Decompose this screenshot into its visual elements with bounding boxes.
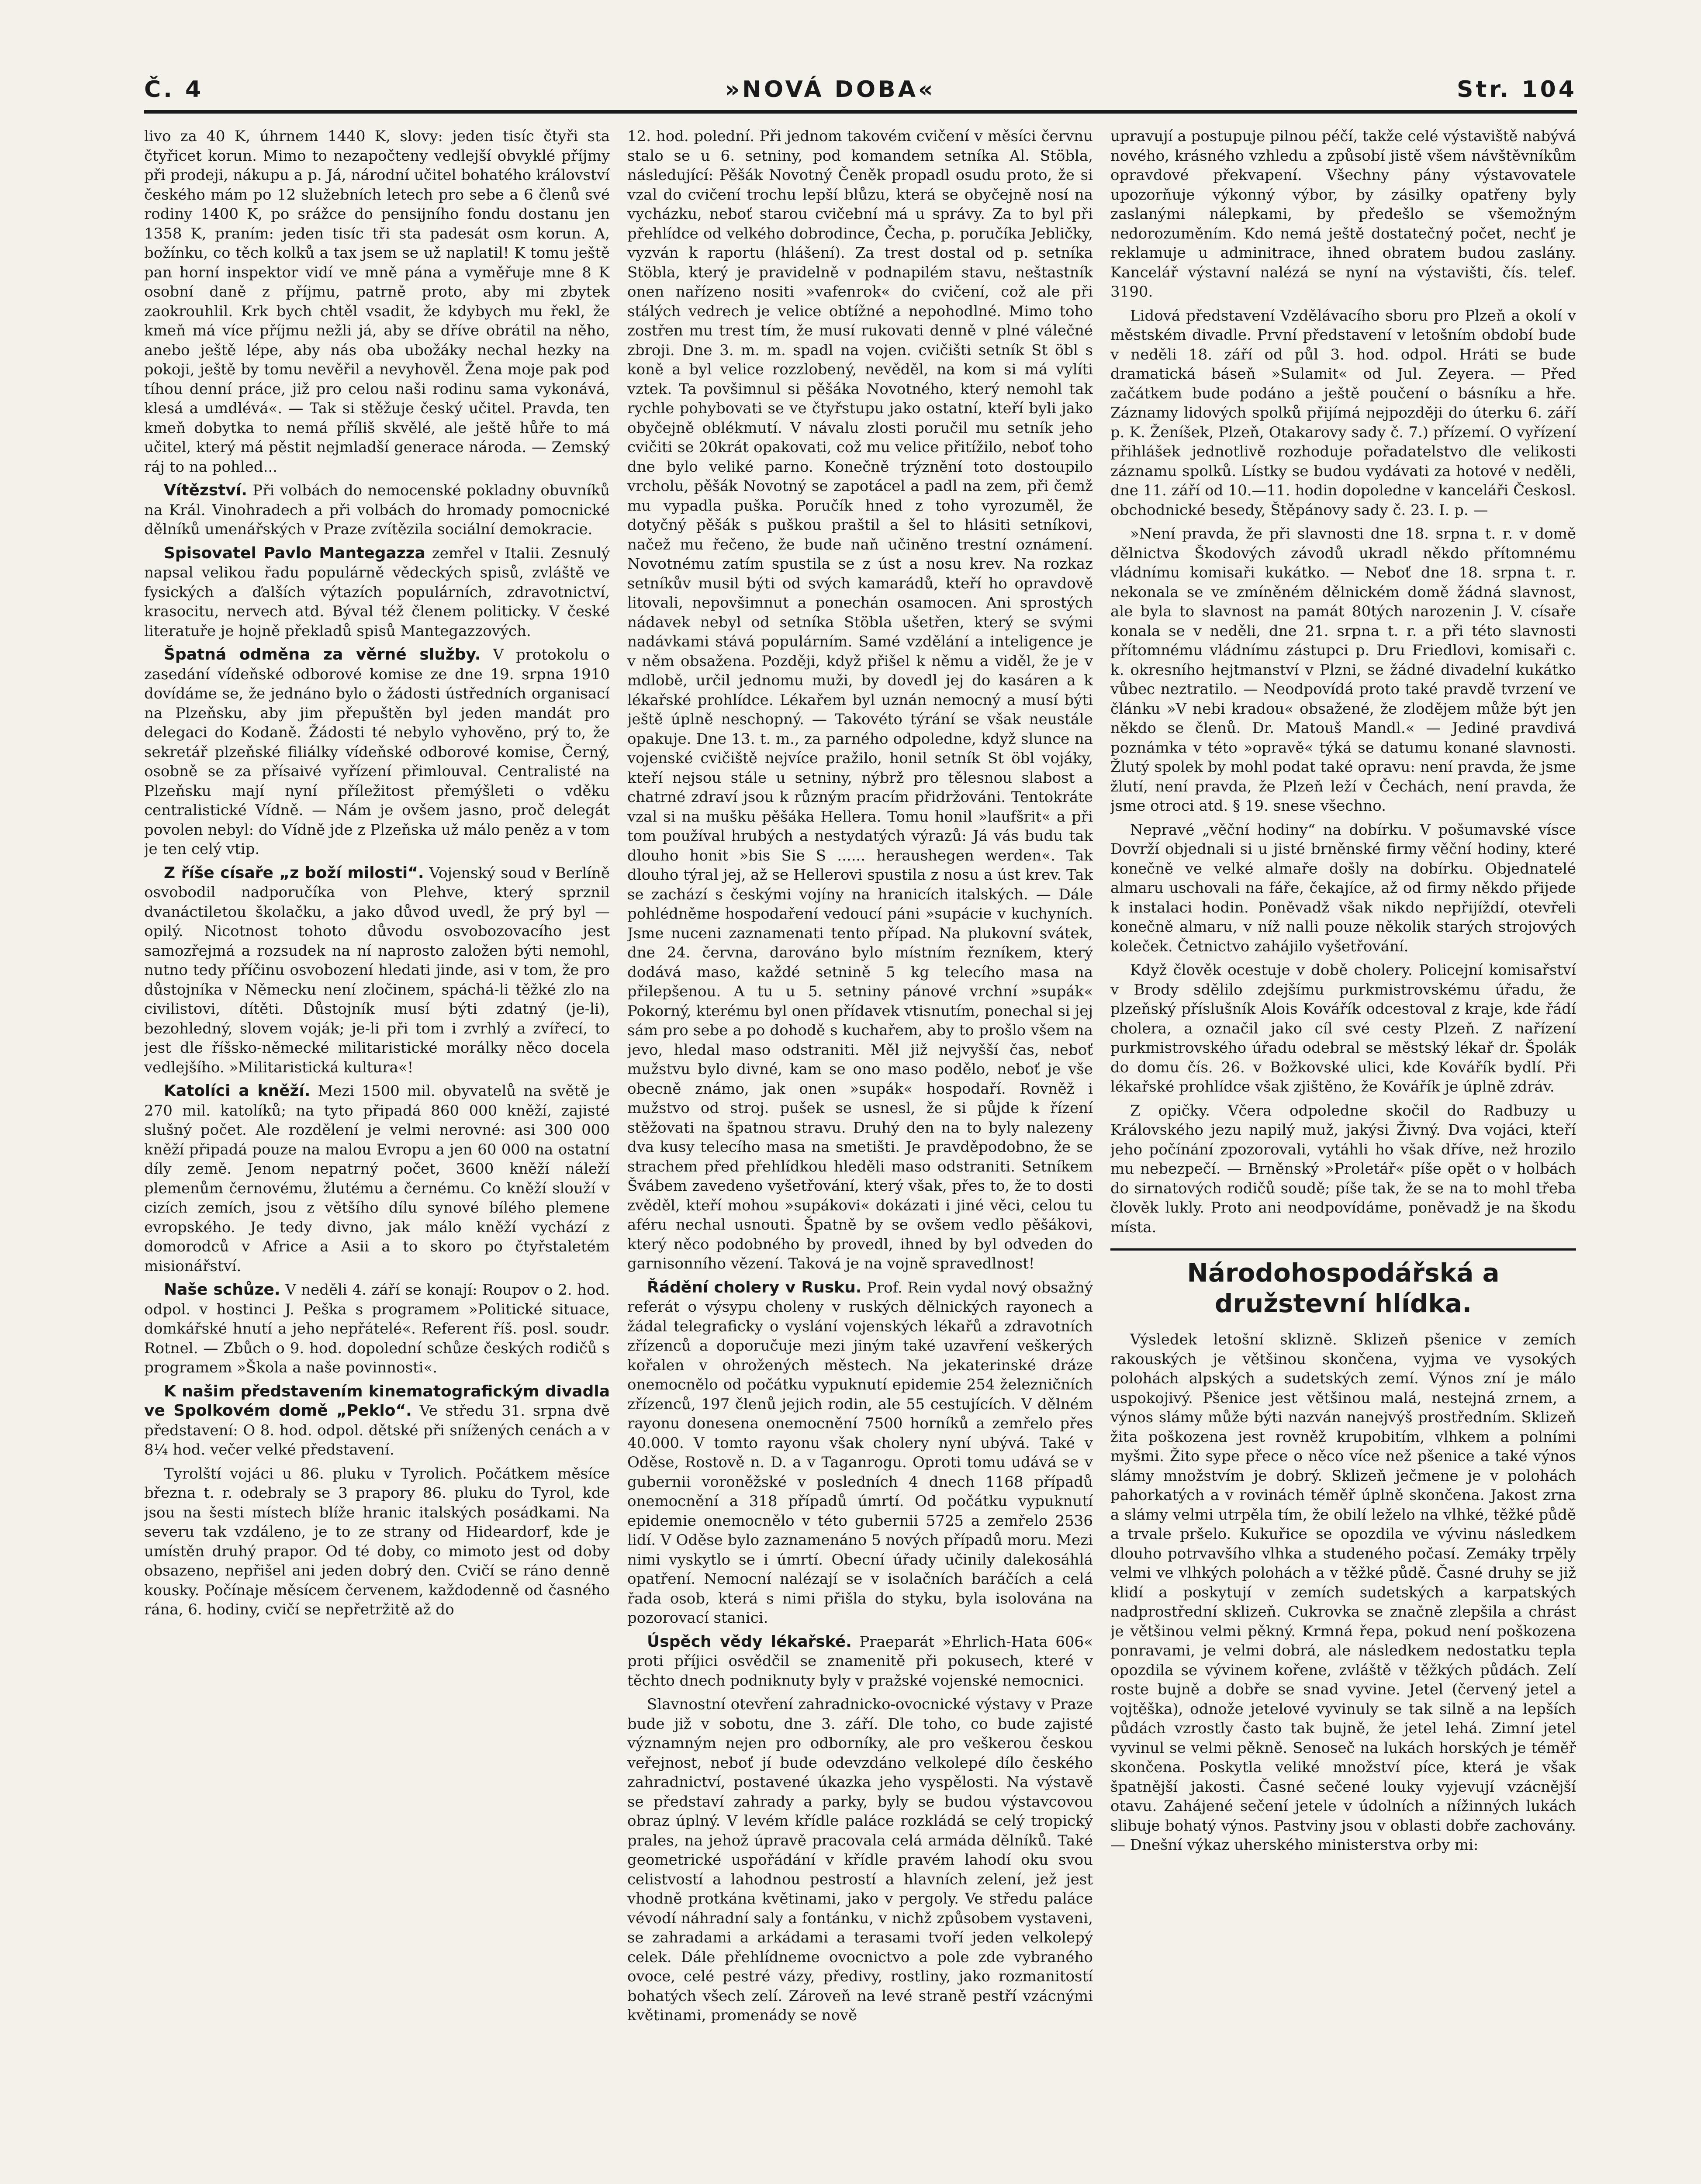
section-title: Národohospodářská a družstevní hlídka.	[1110, 1248, 1576, 1319]
article-paragraph: Když člověk ocestuje v době cholery. Policejní komisařství v Brody sdělilo zdejšímu purkmistrovskému úřadu, že plzeňský příslušník Alois Kovářík odcestoval z kraje, kde řádí cholera, a označil jako cíl své cesty Plzeň. Z nařízení purkmistrovského úřadu odebral se městský lékař dr. Špolák do domu čís. 26. v Božkovské ulici, kde Kovářík bydlí. Při lékařské prohlídce však zjištěno, že Kovářík je úplně zdráv.	[1110, 961, 1576, 1095]
article-paragraph: Řádění cholery v Rusku. Prof. Rein vydal nový obsažný referát o výsypu choleny v ruských dělnických rayonech a žádal telegraficky o vyslání vojenských lékařů a zdravotních zřízenců a doporučuje mezi jiným také uzavření veškerých kořalen v ohrožených městech. Na jekaterinské dráze onemocnělo od počátku vypuknutí epidemie 254 železničních zřízenců, 197 členů jejich rodin, ale 55 cestujících. V dělném rayonu donesena onemocnění 7500 horníků a zemřelo přes 40.000. V tomto rayonu však cholery nyní ubývá. Také v Oděse, Rostově n. D. a v Taganrogu. Oproti tomu udává se v gubernii voroněžské v posledních 4 dnech 1168 případů onemocnění a 318 případů úmrtí. Od počátku vypuknutí epidemie onemocnělo v této gubernii 5725 a zemřelo 2536 lidí. V Oděse bylo zaznamenáno 5 nových případů moru. Mezi nimi vyskytlo se i úmrtí. Obecní úřady učinily dalekosáhlá opatření. Nemocní nalézají se v isolačních baráčích a celá řada osob, která s nimi přišla do styku, byla isolována na pozorovací stanici.	[627, 1278, 1093, 1627]
article-paragraph: Vítězství. Při volbách do nemocenské pokladny obuvníků na Král. Vinohradech a při volbách do hromady pomocnické dělníků umenářských v Praze zvítězila sociální demokracie.	[144, 481, 610, 538]
article-paragraph: Špatná odměna za věrné služby. V protokolu o zasedání vídeňské odborové komise ze dne 19. srpna 1910 dovídáme se, že jednáno bylo o žádosti ústředních organisací na Plzeňsku, aby jim přepuštěn byl jeden mandát pro delegaci do Kodaně. Žádosti té nebylo vyhověno, prý to, že sekretář plzeňské filiálky vídeňské odborové komise, Černý, osobně se za přísaivé vyřízení přimlouval. Centralisté na Plzeňsku mají nyní příležitost přemýšleti o vděku centralistické Vídně. — Nám je ovšem jasno, proč delegát povolen nebyl: do Vídně jde z Plzeňska už málo peněz a v tom je ten celý vtip.	[144, 646, 610, 858]
masthead-title: »NOVÁ DOBA«	[725, 76, 936, 103]
article-paragraph: Spisovatel Pavlo Mantegazza zemřel v Italii. Zesnulý napsal velikou řadu populárně vědeckých spisů, zvláště ve fysických a ďalších výtazích populárních, zdravotnictví, krasocitu, nervech atd. Býval též členem politicky. V české literatuře je hojně překladů spisů Mantegazzových.	[144, 544, 610, 640]
article-paragraph: Slavnostní otevření zahradnicko-ovocnické výstavy v Praze bude již v sobotu, dne 3. září. Dle toho, co bude zajisté významným nejen pro odborníky, ale pro veškerou českou veřejnost, neboť jí bude odevzdáno velkolepé dílo českého zahradnictví, postavené úkazka jeho vyspělosti. Na výstavě se představí zahrady a parky, byly se budou výstavcovou obraz úplný. V levém křídle paláce rozkládá se celý tropický prales, na jehož úpravě pracovala celá armáda dělníků. Také geometrické uspořádání v křídle pravém lahodí oku svou celistvostí a lahodnou pestrostí a hlavních zelení, jež jest vhodně protkána květinami, jako v pergoly. Ve středu paláce vévodí náhradní saly a fontánku, v nichž způsobem vystaveni, se zahradami a arkádami a terasami tvoří jeden velkolepý celek. Dále přehlídneme ovocnictvo a pole zde vybraného ovoce, celé pestré vázy, předivy, rostliny, jako rozmanitostí bohatých všech zelí. Zároveň na levé straně pestří vzácnými květinami, promenády se nově	[627, 1696, 1093, 2024]
article-heading: Špatná odměna za věrné služby.	[164, 646, 481, 663]
article-paragraph: Výsledek letošní sklizně. Sklizeň pšenice v zemích rakouských je většinou skončena, vyjma ve vysokých polohách alpských a sudetských zemí. Výnos zní je málo uspokojivý. Pšenice jest většinou malá, nestejná zrnem, a výnos slámy může býti nazván nanejvýš prostředním. Sklizeň žita poškozena jest rovněž krupobitím, vlhkem a polními myšmi. Žito sype přece o něco více než pšenice a také výnos slámy množstvím je dobrý. Sklizeň ječmene je v polohách pahorkatých a v rovinách téměř úplně skončena. Jakost zrna a slámy velmi utrpěla tím, že obilí leželo na vlhké, těžké půdě a trvale pršelo. Kukuřice se opozdila ve vývinu následkem dlouho potrvavšího vlhka a studeného počasí. Zemáky trpěly velmi ve vlhkých polohách a v těžké půdě. Časné druhy se již klidí a poskytují v zemích sudetských a karpatských nadprostřední sklizeň. Cukrovka se značně zlepšila a chrást je většinou velmi pěkný. Krmná řepa, pokud není poškozena ponravami, je velmi dobrá, ale následkem nedostatku tepla opozdila se vývinem kořene, zvláště v těžkých půdách. Zelí roste bujně a dobře se snad vyvine. Jetel (červený jetel a vojtěška), odnože jetelové vyvinuly se tak silně a na lepších půdách vzrostly často tak bujně, že jetel lehá. Zimní jetel vyvinul se velmi pěkně. Senoseč na lukách horských je téměř skončena. Poskytla veliké množství píce, která je však špatnější jakosti. Časné sečené louky vyjevují vzácnější otavu. Zahájené sečení jetele v údolních a nížinných lukách slibuje bohatý výnos. Pastviny jsou v oblasti dobře zachovány. — Dnešní výkaz uherského ministerstva orby mi:	[1110, 1331, 1576, 1854]
page-number: Str. 104	[1457, 76, 1577, 103]
article-heading: Spisovatel Pavlo Mantegazza	[164, 544, 425, 562]
article-heading: Vítězství.	[164, 481, 247, 499]
page-header	[144, 66, 1577, 114]
article-paragraph: Úspěch vědy lékařské. Praeparát »Ehrlich-Hata 606« proti příjici osvědčil se znamenitě při pokusech, které v těchto dnech podniknuty byly v pražské vojenské nemocnici.	[627, 1632, 1093, 1690]
article-paragraph: K našim představením kinematografickým divadla ve Spolkovém domě „Peklo“. Ve středu 31. srpna dvě představení: O 8. hod. odpol. dětské při snížených cenách a v 8¼ hod. večer velké představení.	[144, 1382, 610, 1458]
article-heading: Naše schůze.	[164, 1281, 280, 1299]
article-heading: Z říše císaře „z boží milosti“.	[164, 864, 424, 882]
column-2	[627, 127, 1093, 2184]
article-heading: Katolíci a kněží.	[164, 1082, 311, 1100]
article-heading: Úspěch vědy lékařské.	[647, 1632, 852, 1651]
article-heading: K našim představením kinematografickým divadla ve Spolkovém domě „Peklo“.	[144, 1382, 610, 1420]
article-paragraph: upravují a postupuje pilnou péčí, takže celé výstaviště nabývá nového, krásného vzhledu a způsobí jistě všem návštěvníkům opravdové překvapení. Všechny pány výstavovatele upozorňuje výkonný výbor, by zásilky opatřeny byly zaslanými nálepkami, by předešlo se všemožným nedorozuměním. Kdo nemá ještě dostatečný počet, nechť je reklamuje u adminitrace, ihned obratem budou zaslány. Kancelář výstavní nalézá se nyní na výstavišti, čís. telef. 3190.	[1110, 128, 1576, 301]
issue-number: Č. 4	[144, 76, 204, 103]
article-paragraph: Z opičky. Včera odpoledne skočil do Radbuzy u Královského jezu napilý muž, jakýsi Živný. Dva vojáci, kteří jeho počínání zpozorovali, vytáhli ho však dříve, než hrozilo mu nebezpečí. — Brněnský »Proletář« píše opět o v holbách do sirnatových rodičů soudě; píše tak, že se na to mohl třeba člověk lukly. Proto ani neodpovídáme, poněvadž je na škodu místa.	[1110, 1102, 1576, 1236]
article-paragraph: livo za 40 K, úhrnem 1440 K, slovy: jeden tisíc čtyři sta čtyřicet korun. Mimo to nezapočteny vedlejší obvyklé příjmy při prodeji, nákupu a p. Já, národní učitel bohatého království českého mám po 12 služebních letech pro sebe a 6 členů své rodiny 1400 K, po srážce do pensijního fondu dostanu jen 1358 K, praním: jeden tisíc tři sta padesát osm korun. A, božínku, co těch kolků a tax jsem se už naplatil! K tomu ještě pan horní inspektor vidí ve mně pána a vyměřuje mne 8 K osobní daně z příjmu, patrně proto, aby mi zbytek zaokrouhlil. Krk bych chtěl vsadit, že kdybych mu řekl, že kmeň má více příjmu nežli já, aby se dříve obrátil na něho, anebo ještě lépe, aby nás oba ubožáky nechal hezky na pokoji, ještě by tomu nevěřil a nevyhověl. Žena moje pak pod tíhou denní práce, již pro celou naši rodinu sama vykonává, klesá a umdlévá«. — Tak si stěžuje český učitel. Pravda, ten kmeň dobytka to nemá příliš skvělé, ale ještě hůře to má učitel, který má pěstit nejmladší generace národa. — Zemský ráj to na pohled...	[144, 128, 610, 476]
article-heading: Řádění cholery v Rusku.	[647, 1278, 862, 1296]
article-paragraph: Naše schůze. V neděli 4. září se konají: Roupov o 2. hod. odpol. v hostinci J. Peška s programem »Politické situace, domkářské hnutí a jeho nepřátelé«. Referent říš. posl. soudr. Rotnel. — Zbůch o 9. hod. dopolední schůze českých rodičů s programem »Škola a naše povinnosti«.	[144, 1281, 610, 1376]
newspaper-page	[144, 66, 1577, 2184]
article-paragraph: Nepravé „věční hodiny“ na dobírku. V pošumavské vísce Dovrží objednali si u jisté brněnské firmy věční hodiny, které konečně ve velké almaře došly na dobírku. Objednatelé almaru uschovali na fáře, čekajíce, až od firmy někdo přijede k instalaci hodin. Poněvadž však nikdo nepřijíždí, otevřeli konečně almaru, v níž nalli pouze několik starých strojových koleček. Četnictvo zahájilo vyšetřování.	[1110, 821, 1576, 955]
article-paragraph: »Není pravda, že při slavnosti dne 18. srpna t. r. v domě dělnictva Škodových závodů ukradl někdo přítomnému vládnímu komisaři kukátko. — Neboť dne 18. srpna t. r. nekonala se ve zmíněném dělnickém domě žádná slavnost, ale byla to slavnost na památ 80tých narozenin J. V. císaře konala se v neděli, dne 21. srpna t. r. a při této slavnosti přítomnému vládnímu zástupci p. Dru Friedlovi, komisaři c. k. okresního hejtmanství v Plzni, se žádné divadelní kukátko vůbec neztratilo. — Neodpovídá proto také pravdě tvrzení ve článku »V nebi kradou« obsažené, že zlodějem může být jen někdo se členů. Dr. Matouš Mandl.« — Jediné pravdivá poznámka v této »opravě« týká se datumu konané slavnosti. Žlutý spolek by mohl podat také opravu: není pravda, že jsme žlutí, není pravda, že Plzeň leží v Čechách, není pravda, že jsme otroci atd. § 19. snese všechno.	[1110, 525, 1576, 815]
columns	[144, 127, 1577, 2184]
column-3	[1110, 127, 1576, 2184]
header-rule	[144, 110, 1577, 114]
article-paragraph: Katolíci a kněží. Mezi 1500 mil. obyvatelů na světě je 270 mil. katolíků; na tyto připadá 860 000 kněží, zajisté slušný počet. Ale rozdělení je velmi nerovné: asi 300 000 kněží připadá pouze na malou Evropu a jen 60 000 na ostatní díly země. Jenom nepatrný počet, 3600 kněží náleží plemenům černovému, žlutému a černému. Co kněží slouží v cizích zemích, jsou z většího dílu synové bílého plemene evropského. Je tedy divno, jak málo kněží vychází z domorodců v Africe a Asii a to skoro po čtyřstaletém misionářství.	[144, 1082, 610, 1275]
article-paragraph: Lidová představení Vzdělávacího sboru pro Plzeň a okolí v městském divadle. První představení v letošním období bude v neděli 18. září od půl 3. hod. odpol. Hráti se bude dramatická báseň »Sulamit« od Jul. Zeyera. — Před začátkem bude podáno a ještě poučení o básníku a hře. Záznamy lidových spolků přijímá nejpozději do úterku 6. září p. K. Ženíšek, Plzeň, Otakarovy sady č. 7.) přízemí. O vyřízení přihlášek jednotlivě rozhoduje pořadatelstvo dle velikosti záznamu spolků. Lístky se budou vydávati za hotové v neděli, dne 11. září od 10.—11. hodin dopoledne v kanceláři Českosl. obchodnické besedy, Štěpánovy sady č. 23. I. p. —	[1110, 307, 1576, 519]
article-paragraph: Z říše císaře „z boží milosti“. Vojenský soud v Berlíně osvobodil nadporučíka von Plehve, který sprznil dvanáctiletou školačku, a jako důvod uvedl, že prý byl — opilý. Nicotnost tohoto důvodu osvobozovacího jest samozřejmá a rozsudek na ní naprosto založen býti nemohl, nutno tedy příčinu osvobození hledati jinde, asi v tom, že pro důstojníka v Německu není zločinem, spáchá-li těžké zlo na civilistovi, dítěti. Důstojník musí býti zdatný (je-li), bezohledný, slovem voják; je-li při tom i zvrhlý a zvířecí, to jest dle říšsko-německé militaristické morálky něco docela vedlejšího. »Militaristická kultura«!	[144, 864, 610, 1076]
article-paragraph: 12. hod. polední. Při jednom takovém cvičení v měsíci červnu stalo se u 6. setniny, pod komandem setníka Al. Stöbla, následující: Pěšák Novotný Čeněk propadl osudu proto, že si vzal do cvičení trochu lepší blůzu, která se obyčejně nosí na vycházku, neboť starou cvičební má u správy. Za to byl při přehlídce od velkého dobrodince, Čecha, p. poručíka Jebličky, vyzván k raportu (hlášení). Za trest dostal od p. setníka Stöbla, který je pravidelně v podnapilém stavu, neštastník onen nařízeno nositi »vafenrok« do cvičení, což ale při stálých vedrech je velice obtížné a nepohodlné. Mimo toho zostřen mu trest tím, že musí rukovati denně v plné válečné zbroji. Dne 3. m. m. spadl na vojen. cvičišti setník St öbl s koně a byl velice rozzlobený, nevěděl, na kom si má vylíti vztek. Ta povšimnul si pěšáka Novotného, který nemohl tak rychle pohybovati se ve čtyřstupu jako ostatní, kteří byli jako obyčejně oblékmutí. V návalu zlosti poručil mu setník jeho cvičiti se 20krát opakovati, což mu velice přitížilo, neboť toho dne bylo veliké parno. Konečně trýznění toto dostoupilo vrcholu, pěšák Novotný se zapotácel a padl na zem, při čemž mu vypadla puška. Poručík hned z toho vyrozuměl, že dotyčný pěšák s puškou praštil a šel to hlásiti setníkovi, načež mu řečeno, že bude naň učiněno trestní oznámení. Novotnému zatím spustila se z úst a nosu krev. Na rozkaz setníkův musil býti od svých kamarádů, kteří ho opravdově litovali, nepovšimnut a ponechán osamocen. Ani sprostých nádavek nebyl od setníka Stöbla ušetřen, který se svými nadávkami stává populárním. Samé vzdělání a inteligence je v něm obsažena. Později, když přišel k němu a viděl, že je v mdlobě, určil jednomu muži, by dovedl jej do kasáren a k lékařské prohlídce. Lékařem byl uznán nemocný a musí býti ještě úplně neschopný. — Takovéto týrání se však neustále opakuje. Dne 13. t. m., za parného odpoledne, když slunce na vojenské cvičiště nejvíce pražilo, honil setník St öbl vojáky, kteří nejsou stále u setniny, nýbrž pro tělesnou slabost a chatrné zdraví jsou k různým pracím přidržováni. Tentokráte vzal si na mušku pěšáka Hellera. Tomu honil »laufšrit« a při tom používal hrubých a nestydatých výrazů: Já vás budu tak dlouho honit »bis Sie S ...... heraushegen werden«. Tak dlouho týral jej, až se Hellerovi spustila z nosu a úst krev. Tak se zachází s českými vojíny na hranicích italských. — Dále pohlédněme hospodaření vedoucí páni »supácie v kuchyních. Jsme nuceni zaznamenati tento případ. Na plukovní svátek, dne 24. června, darováno bylo místním řezníkem, který dodává maso, každé setnině 5 kg telecího masa na přilepšenou. A tu u 5. setniny pánové vrchní »supák« Pokorný, kterému byl onen přídavek vtisnutím, ponechal si jej sám pro sebe a po dohodě s kuchařem, aby to prošlo všem na jevo, hledal maso odstraniti. Měl již nejvyšší čas, neboť mužstvu bylo divné, kam se ono maso podělo, neboť je vše obecně známo, jak onen »supák« hospodaří. Rovněž i mužstvo od stroj. pušek se usnesl, že si půjde k řízení stěžovati na špatnou stravu. Druhý den na to byly nalezeny dva kusy telecího masa na smetišti. Je pravděpodobno, že se strachem před přehlídkou hleděli maso odstraniti. Setníkem Švábem zavedeno vyšetřování, který však, přes to, že to dosti zvěděl, kteří mohou »supákovi« dokázati i jiné věci, celou tu aféru nechal usnouti. Špatně by se ovšem vedlo pěšákovi, který něco podobného by provedl, ihned by byl odveden do garnisonního vězení. Taková je na vojně spravedlnost!	[627, 128, 1093, 1272]
article-paragraph: Tyrolští vojáci u 86. pluku v Tyrolich. Počátkem měsíce března t. r. odebraly se 3 prapory 86. pluku do Tyrol, kde jsou na šesti místech blíže hranic italských posádkami. Na severu tak vzdáleno, je to ze strany od Hideardorf, kde je umístěn druhý prapor. Od té doby, co mimoto jest od doby obsazeno, nepřišel ani jeden dobrý den. Cvičí se ráno denně kousky. Počínaje měsícem červenem, každodenně od časného rána, 6. hodiny, cvičí se nepřetržitě až do	[144, 1465, 610, 1618]
column-1	[144, 127, 610, 2184]
